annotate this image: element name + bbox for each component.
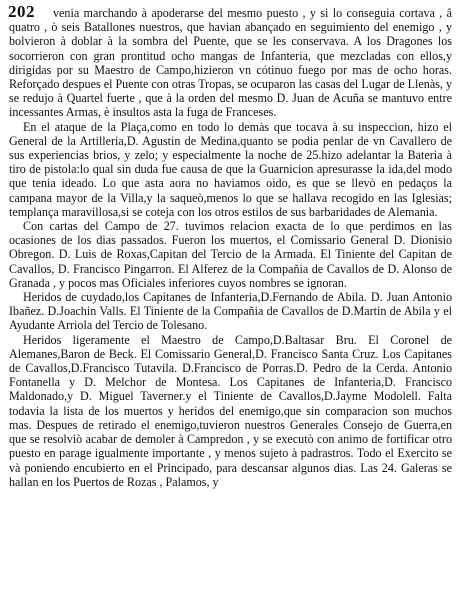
- paragraph: venia marchando à apoderarse del mesmo puesto , y si lo conseguia cortava , â quatro , ò seis Batallones nuestros, que havian abançado en seguimiento del enemigo , y bolvieron à doblar à la sombra del Puente, que se les conservava. A los Dragones los socorrieron con gran prontitud ocho mangas de Infanteria, que mezcladas con ellos,y dirigidas por su Maestro de Campo,hizieron vn cótinuo fuego por mas de ocho horas. Reforçado despues el Puente con otras Tropas, se ocuparon las casas del Lugar de Llenàs, y se redujo à Quartel fuerte , que à la orden del mesmo D. Juan de Acuña se mantuvo entre incessantes Armas, è insultos asta la fuga de Franceses.: [9, 6, 452, 120]
- paragraph: Heridos de cuydado,los Capitanes de Infanteria,D.Fernando de Abila. D. Juan Antonio Ibañez. D.Joachin Valls. El Tiniente de la Compañia de Cavallos de D.Martin de Abila y el Ayudante Arriola del Tercio de Tolesano.: [9, 290, 452, 333]
- body-text: [9, 6, 452, 489]
- paragraph: Con cartas del Campo de 27. tuvimos relacion exacta de lo que perdimos en las ocasiones de los dias passados. Fueron los muertos, el Comissario General D. Dionisio Obregon. D. Luis de Roxas,Capitan del Tercio de la Armada. El Tiniente del Capitan de Cavallos, D. Francisco Pingarron. El Alferez de la Compañia de Cavallos de D. Alonso de Granada , y pocos mas Oficiales inferiores cuyos nombres se ignoran.: [9, 219, 452, 290]
- page-number: 202: [8, 2, 35, 21]
- paragraph: Heridos ligeramente el Maestro de Campo,D.Baltasar Bru. El Coronel de Alemanes,Baron de Beck. El Comissario General,D. Francisco Santa Cruz. Los Capitanes de Cavallos,D.Francisco Tutavila. D.Francisco de Porras.D. Pedro de la Cerda. Antonio Fontanella y D. Melchor de Montesa. Los Capitanes de Infanteria,D. Francisco Maldonado,y D. Miguel Taverner.y el Tiniente de Cavallos,D.Jayme Modolell. Falta todavia la lista de los muertos y heridos del enemigo,que sin comparacion son muchos mas. Despues de retirado el enemigo,tuvieron nuestros Generales Consejo de Guerra,en que se resolviò acabar de demoler à Campredon , y se executò con animo de fortificar otro puesto en parage igualmente importante , y menos sujeto à padrastros. Todo el Exercito se và poniendo encubierto en el Principado, para descansar algunos dias. Las 24. Galeras se hallan en los Puertos de Rozas , Palamos, y: [9, 332, 452, 489]
- paragraph: En el ataque de la Plaça,como en todo lo demàs que tocava à su inspeccion, hizo el General de la Artilleria,D. Agustin de Medina,quanto se podia penlar de vn Cavallero de sus experiencias brios, y zelo; y especialmente la noche de 25.hizo adelantar la Bateria à tiro de pistola:lo qual sin duda fue causa de que la Guarnicion apresurasse la ida,del modo que tenia ideado. Lo que asta aora no haviamos oido, es que se llevò en pedaços la campana mayor de la Villa,y la saqueò,menos lo que se hallava recogido en las Iglesias; templança maravillosa,si se coteja con los otros estilos de sus barbaridades de Alemania.: [9, 119, 452, 219]
